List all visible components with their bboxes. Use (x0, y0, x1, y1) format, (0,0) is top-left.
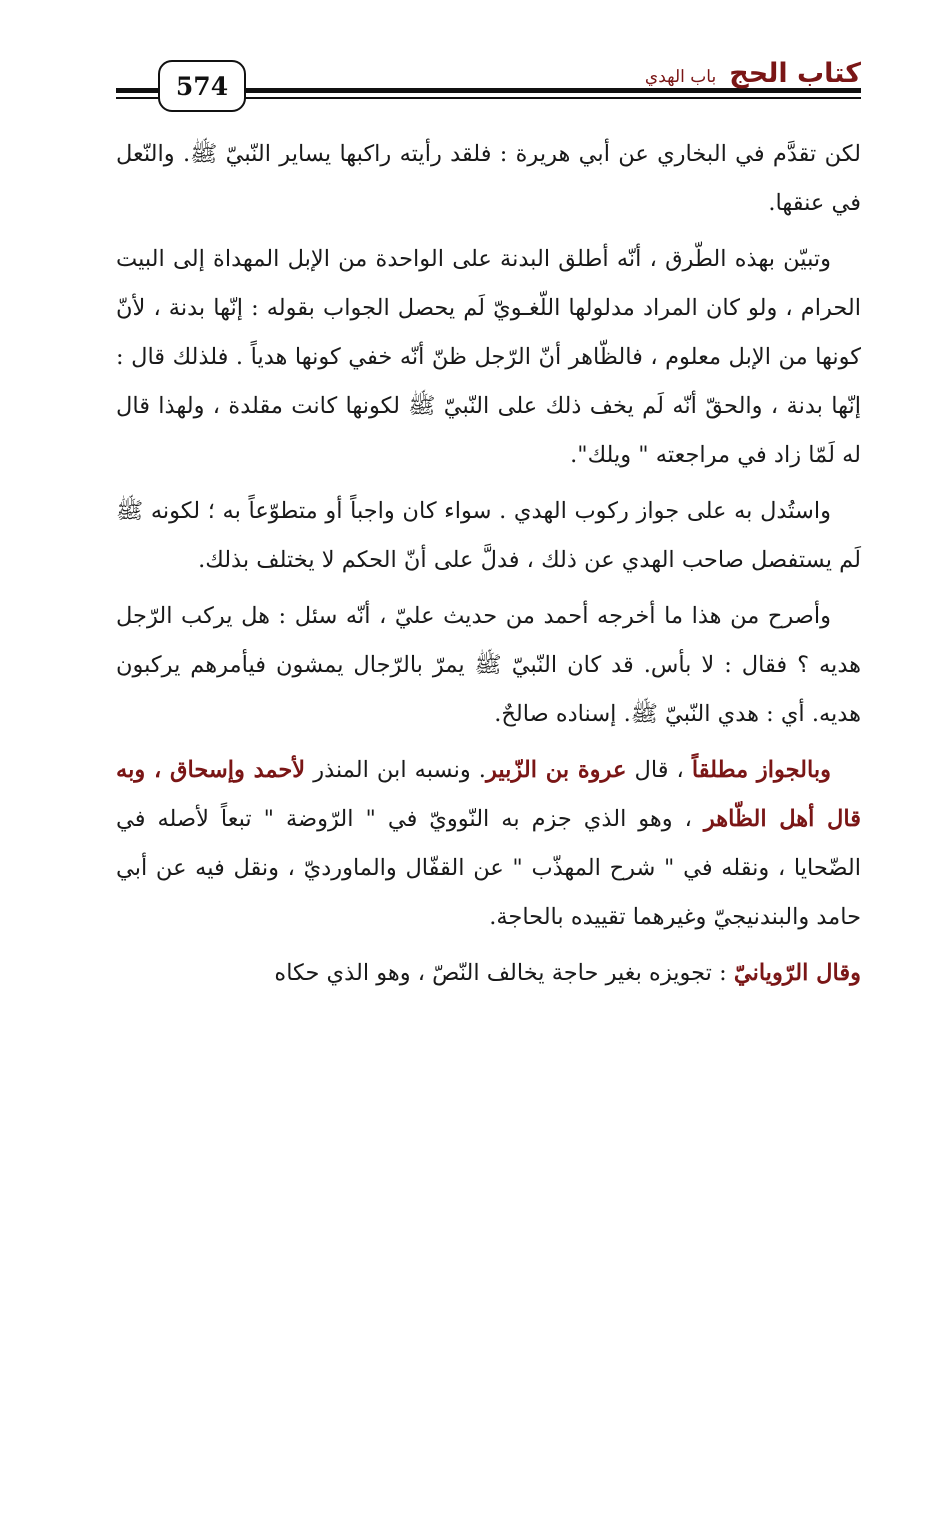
highlighted-phrase: لأحمد وإسحاق ، وبه قال أهل الظّاهر (116, 757, 861, 832)
page-number: 574 (158, 60, 246, 112)
paragraph (116, 235, 861, 480)
text-segment: ، وهو الذي جزم به النّوويّ في " الرّوضة " تبعاً لأصله في الضّحايا ، ونقله في " شرح المهذّب " عن القفّال والماورديّ ، ونقل فيه عن أبي حامد والبندنيجيّ وغيرهما تقييده بالحاجة. (116, 806, 861, 930)
body-text (116, 130, 861, 1005)
text-segment: لكن تقدَّم في البخاري عن أبي هريرة : فلقد رأيته راكبها يساير النّبيّ ﷺ. والنّعل في عنقها. (116, 141, 861, 216)
paragraph (116, 130, 861, 228)
book-title: كتاب الحج (729, 58, 861, 89)
highlighted-phrase: وقال الرّويانيّ (733, 960, 861, 986)
highlighted-phrase: عروة بن الزّبير (485, 757, 627, 783)
chapter-title: باب الهدي (644, 67, 717, 87)
paragraph (116, 949, 861, 998)
paragraph (116, 487, 861, 585)
running-head (645, 58, 861, 89)
text-segment: : تجويزه بغير حاجة يخالف النّصّ ، وهو الذي حكاه (274, 960, 734, 986)
paragraph (116, 746, 861, 942)
text-segment: وتبيّن بهذه الطّرق ، أنّه أطلق البدنة على الواحدة من الإبل المهداة إلى البيت الحرام ، ولو كان المراد مدلولها اللّغـويّ لَم يحصل الجواب بقوله : إنّها بدنة ، لأنّ كونها من الإبل معلوم ، فالظّاهر أنّ الرّجل ظنّ أنّه خفي كونها هدياً . فلذلك قال : إنّها بدنة ، والحقّ أنّه لَم يخف ذلك على النّبيّ ﷺ لكونها كانت مقلدة ، ولهذا قال له لَمّا زاد في مراجعته " ويلك". (116, 246, 861, 468)
page-header (116, 48, 861, 118)
text-segment: وأصرح من هذا ما أخرجه أحمد من حديث عليّ ، أنّه سئل : هل يركب الرّجل هديه ؟ فقال : لا بأس. قد كان النّبيّ ﷺ يمرّ بالرّجال يمشون فيأمرهم يركبون هديه. أي : هدي النّبيّ ﷺ. إسناده صالحٌ. (116, 603, 861, 727)
highlighted-phrase: وبالجواز مطلقاً (691, 757, 831, 783)
text-segment: ، قال (626, 757, 692, 783)
text-segment: . ونسبه ابن المنذر (305, 757, 486, 783)
paragraph (116, 592, 861, 739)
text-segment: واستُدل به على جواز ركوب الهدي . سواء كان واجباً أو متطوّعاً به ؛ لكونه ﷺ لَم يستفصل صاحب الهدي عن ذلك ، فدلَّ على أنّ الحكم لا يختلف بذلك. (116, 498, 861, 573)
